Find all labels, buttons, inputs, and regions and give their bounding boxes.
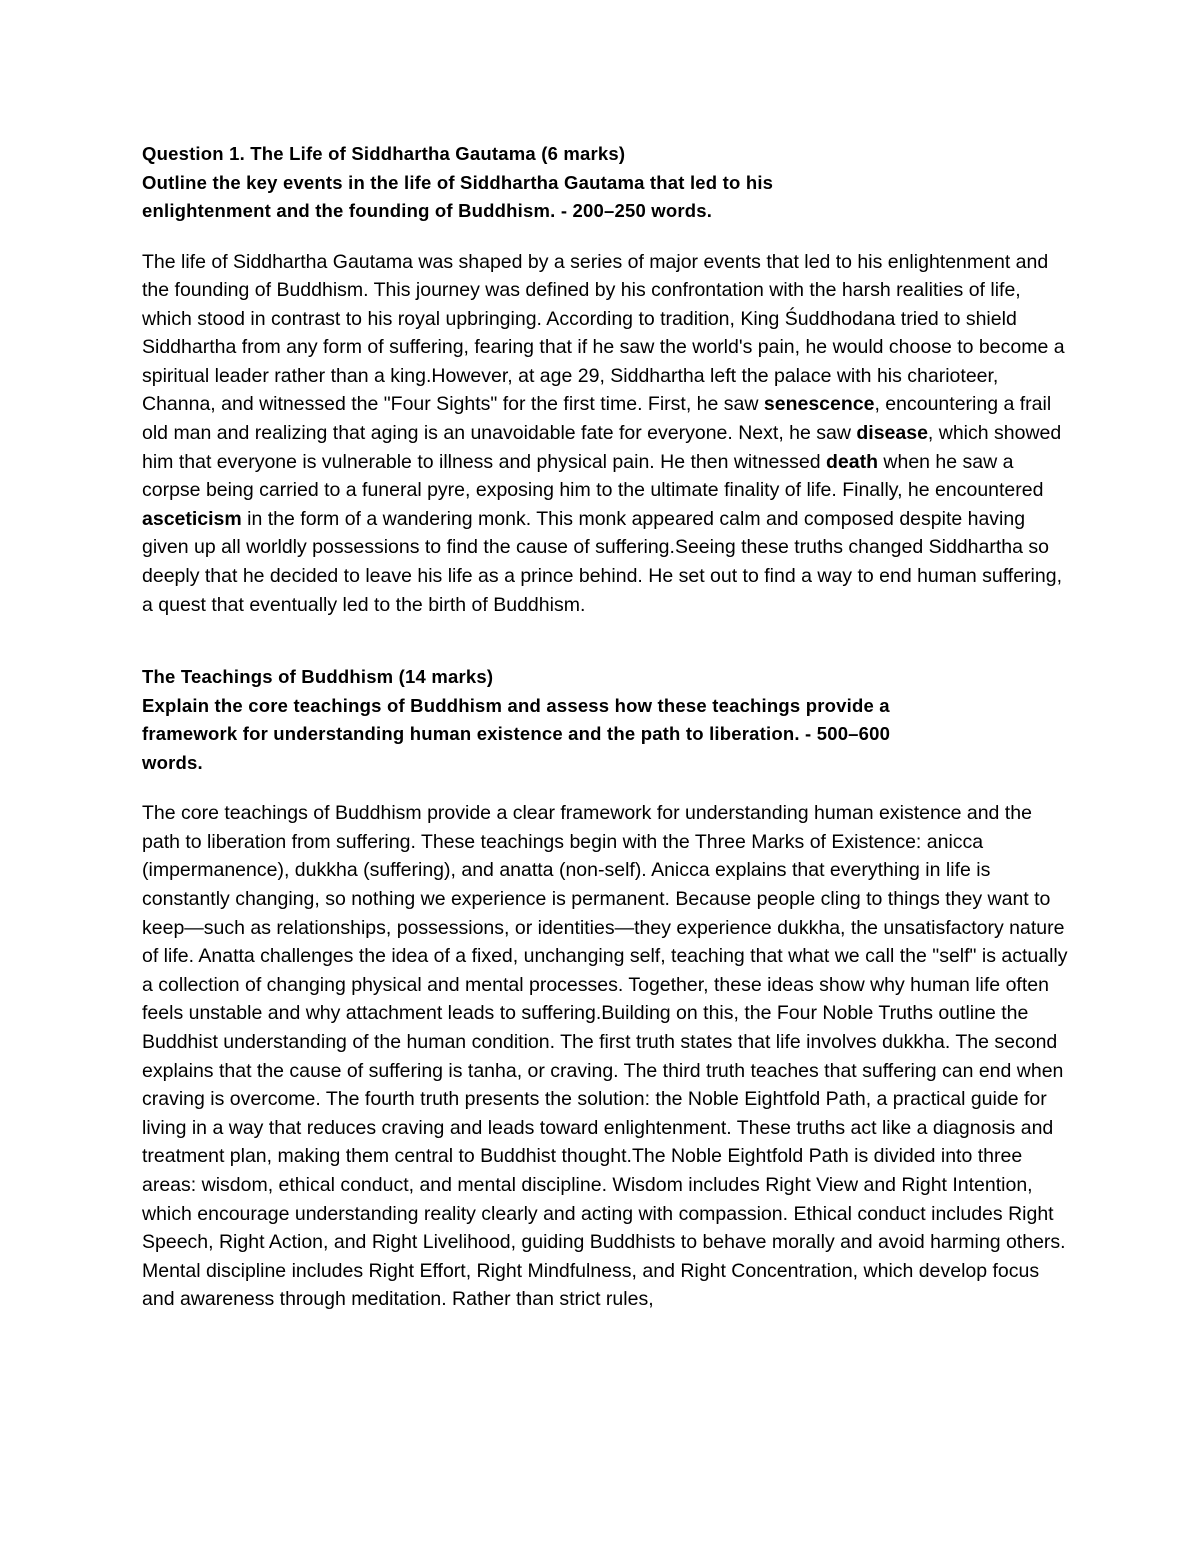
question-2-answer: The core teachings of Buddhism provide a clear framework for understanding human existence and the path to liberation from suffering. These teachings begin with the Three Marks of Existence: anicca (impermanence), dukkha (suffering), and anatta (non-self). Anicca explains that everything in life is constantly changing, so nothing we experience is permanent. Because people cling to things they want to keep—such as relationships, possessions, or identities—they experience dukkha, the unsatisfactory nature of life. Anatta challenges the idea of a fixed, unchanging self, teaching that what we call the "self" is actually a collection of changing physical and mental processes. Together, these ideas show why human life often feels unstable and why attachment leads to suffering.Building on this, the Four Noble Truths outline the Buddhist understanding of the human condition. The first truth states that life involves dukkha. The second explains that the cause of suffering is tanha, or craving. The third truth teaches that suffering can end when craving is overcome. The fourth truth presents the solution: the Noble Eightfold Path, a practical guide for living in a way that reduces craving and leads toward enlightenment. These truths act like a diagnosis and treatment plan, making them central to Buddhist thought.The Noble Eightfold Path is divided into three areas: wisdom, ethical conduct, and mental discipline. Wisdom includes Right View and Right Intention, which encourage understanding reality clearly and acting with compassion. Ethical conduct includes Right Speech, Right Action, and Right Livelihood, guiding Buddhists to behave morally and avoid harming others. Mental discipline includes Right Effort, Right Mindfulness, and Right Concentration, which develop focus and awareness through meditation. Rather than strict rules, xyxy=(142,802,1068,1311)
question-2-prompt-line-1: Explain the core teachings of Buddhism and assess how these teachings provide a xyxy=(142,694,890,716)
answer-text: The life of Siddhartha Gautama was shaped by a series of major events that led to his enlightenment and the founding of Buddhism. This journey was defined by his confrontation with the harsh realities of life, which stood in contrast to his royal upbringing. According to tradition, King Śuddhodana tried to shield Siddhartha from any form of suffering, fearing that if he saw the world's pain, he would choose to become a spiritual leader rather than a king.However, at age 29, Siddhartha left the palace with his charioteer, Channa, and witnessed the "Four Sights" for the first time. First, he saw xyxy=(142,250,1065,416)
question-2-section xyxy=(142,663,1072,1314)
question-2-title: The Teachings of Buddhism (14 marks) xyxy=(142,666,494,688)
question-1-section xyxy=(142,140,1072,619)
document-page xyxy=(142,140,1072,1314)
answer-text: , which showed him that everyone is vulnerable to illness and physical pain. He then witnessed xyxy=(142,422,1062,473)
keyword-death: death xyxy=(825,450,878,473)
question-1-prompt-line-1: Outline the key events in the life of Siddhartha Gautama that led to his xyxy=(142,171,774,193)
question-2-prompt-line-2: framework for understanding human existence and the path to liberation. - 500–600 xyxy=(142,723,891,745)
question-1-title: Question 1. The Life of Siddhartha Gautama (6 marks) xyxy=(142,143,626,164)
answer-text: in the form of a wandering monk. This monk appeared calm and composed despite having given up all worldly possessions to find the cause of suffering.Seeing these truths changed Siddhartha so deeply that he decided to leave his life as a prince behind. He set out to find a way to end human suffering, a quest that eventually led to the birth of Buddhism. xyxy=(142,507,1062,616)
answer-text: , encountering a frail old man and realizing that aging is an unavoidable fate for everyone. Next, he saw xyxy=(142,393,1052,445)
keyword-asceticism: asceticism xyxy=(142,507,242,530)
question-1-answer xyxy=(142,248,1072,620)
answer-text: when he saw a corpse being carried to a funeral pyre, exposing him to the ultimate finality of life. Finally, he encountered xyxy=(142,450,1044,502)
question-2-prompt-line-3: words. xyxy=(142,751,203,773)
question-1-prompt-line-2: enlightenment and the founding of Buddhism. - 200–250 words. xyxy=(142,200,713,221)
keyword-senescence: senescence xyxy=(763,393,875,416)
keyword-disease: disease xyxy=(856,422,928,445)
